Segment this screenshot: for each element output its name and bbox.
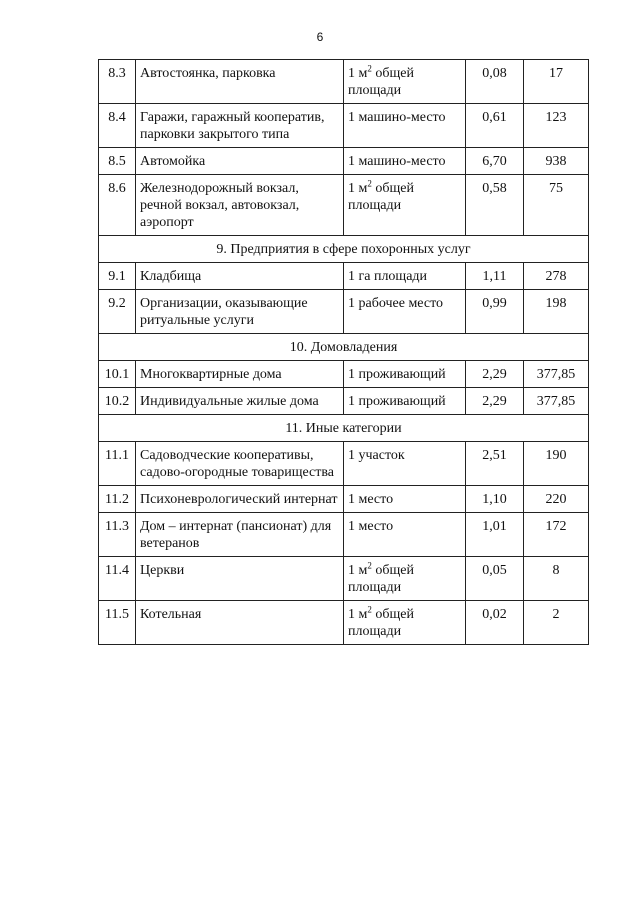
unit-of-measure [344, 60, 466, 104]
category-name: Садоводческие кооперативы, садово-огородные товарищества [136, 442, 344, 486]
row-number: 9.2 [99, 290, 136, 334]
norms-table-body [99, 60, 589, 645]
norm-value: 1,01 [466, 513, 524, 557]
unit-of-measure [344, 148, 466, 175]
section-header-row [99, 334, 589, 361]
category-name: Котельная [136, 601, 344, 645]
unit-text: 1 проживающий [348, 394, 446, 409]
norm-rate: 278 [524, 263, 589, 290]
category-name: Автостоянка, парковка [136, 60, 344, 104]
table-row [99, 486, 589, 513]
unit-superscript: 2 [367, 63, 372, 74]
section-header-row [99, 236, 589, 263]
norm-rate: 938 [524, 148, 589, 175]
section-header-row [99, 415, 589, 442]
norm-value: 0,02 [466, 601, 524, 645]
norms-table [98, 59, 589, 645]
unit-text: 1 место [348, 492, 394, 507]
unit-of-measure [344, 513, 466, 557]
category-name: Автомойка [136, 148, 344, 175]
unit-of-measure [344, 557, 466, 601]
unit-text: 1 м [348, 66, 368, 81]
unit-text: 1 м [348, 181, 368, 196]
table-row [99, 361, 589, 388]
norm-value: 0,08 [466, 60, 524, 104]
unit-of-measure [344, 601, 466, 645]
norm-value: 6,70 [466, 148, 524, 175]
unit-text: 1 участок [348, 448, 405, 463]
category-name: Кладбища [136, 263, 344, 290]
row-number: 9.1 [99, 263, 136, 290]
table-row [99, 263, 589, 290]
table-row [99, 148, 589, 175]
table-row [99, 601, 589, 645]
row-number: 8.4 [99, 104, 136, 148]
category-name: Гаражи, гаражный кооператив, парковки закрытого типа [136, 104, 344, 148]
table-row [99, 175, 589, 236]
unit-text-suffix: общей площади [348, 66, 414, 98]
table-row [99, 290, 589, 334]
row-number: 10.1 [99, 361, 136, 388]
table-row [99, 60, 589, 104]
row-number: 8.5 [99, 148, 136, 175]
category-name: Индивидуальные жилые дома [136, 388, 344, 415]
norm-rate: 17 [524, 60, 589, 104]
section-title: 11. Иные категории [99, 415, 589, 442]
norm-value: 0,58 [466, 175, 524, 236]
norm-rate: 2 [524, 601, 589, 645]
row-number: 11.5 [99, 601, 136, 645]
table-row [99, 388, 589, 415]
unit-of-measure [344, 388, 466, 415]
norm-rate: 377,85 [524, 361, 589, 388]
table-row [99, 557, 589, 601]
category-name: Церкви [136, 557, 344, 601]
unit-text: 1 машино-место [348, 110, 446, 125]
unit-text: 1 проживающий [348, 367, 446, 382]
norm-rate: 190 [524, 442, 589, 486]
row-number: 11.3 [99, 513, 136, 557]
norm-rate: 75 [524, 175, 589, 236]
section-title: 9. Предприятия в сфере похоронных услуг [99, 236, 589, 263]
unit-text: 1 рабочее место [348, 296, 444, 311]
norm-value: 0,05 [466, 557, 524, 601]
category-name: Дом – интернат (пансионат) для ветеранов [136, 513, 344, 557]
unit-of-measure [344, 442, 466, 486]
unit-of-measure [344, 290, 466, 334]
row-number: 11.1 [99, 442, 136, 486]
norm-value: 2,29 [466, 388, 524, 415]
norm-value: 2,29 [466, 361, 524, 388]
unit-text: 1 м [348, 563, 368, 578]
table-row [99, 442, 589, 486]
row-number: 11.2 [99, 486, 136, 513]
unit-of-measure [344, 104, 466, 148]
norm-rate: 377,85 [524, 388, 589, 415]
norm-rate: 220 [524, 486, 589, 513]
unit-of-measure [344, 361, 466, 388]
row-number: 8.6 [99, 175, 136, 236]
unit-superscript: 2 [367, 560, 372, 571]
row-number: 8.3 [99, 60, 136, 104]
norm-rate: 123 [524, 104, 589, 148]
norm-value: 1,10 [466, 486, 524, 513]
norm-value: 0,61 [466, 104, 524, 148]
unit-text: 1 м [348, 607, 368, 622]
row-number: 10.2 [99, 388, 136, 415]
unit-superscript: 2 [367, 178, 372, 189]
category-name: Психоневрологический интернат [136, 486, 344, 513]
table-row [99, 513, 589, 557]
category-name: Организации, оказывающие ритуальные услуги [136, 290, 344, 334]
unit-of-measure [344, 175, 466, 236]
norm-rate: 198 [524, 290, 589, 334]
unit-text: 1 место [348, 519, 394, 534]
section-title: 10. Домовладения [99, 334, 589, 361]
unit-text-suffix: общей площади [348, 181, 414, 213]
page-number: 6 [316, 30, 324, 44]
unit-text-suffix: общей площади [348, 563, 414, 595]
category-name: Железнодорожный вокзал, речной вокзал, автовокзал, аэропорт [136, 175, 344, 236]
unit-text: 1 га площади [348, 269, 428, 284]
unit-superscript: 2 [367, 604, 372, 615]
unit-of-measure [344, 486, 466, 513]
norm-rate: 172 [524, 513, 589, 557]
unit-of-measure [344, 263, 466, 290]
category-name: Многоквартирные дома [136, 361, 344, 388]
unit-text-suffix: общей площади [348, 607, 414, 639]
norm-value: 2,51 [466, 442, 524, 486]
row-number: 11.4 [99, 557, 136, 601]
norm-value: 0,99 [466, 290, 524, 334]
unit-text: 1 машино-место [348, 154, 446, 169]
norm-rate: 8 [524, 557, 589, 601]
table-row [99, 104, 589, 148]
norm-value: 1,11 [466, 263, 524, 290]
